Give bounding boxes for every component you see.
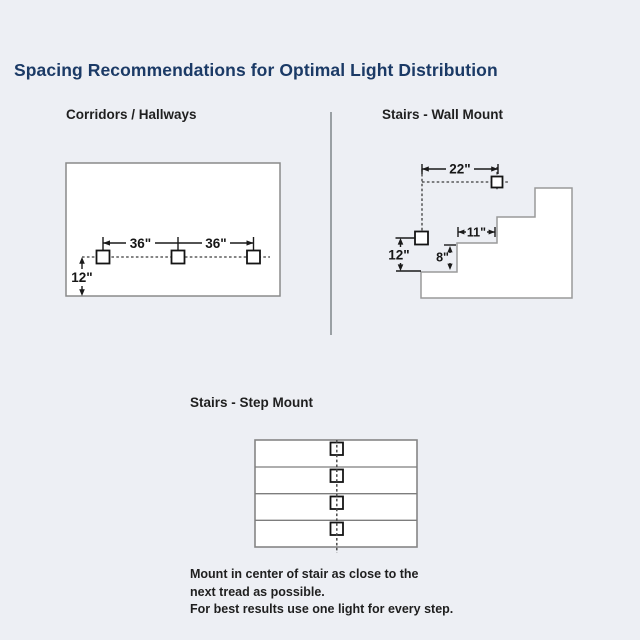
wall-dimension-11: [458, 226, 495, 240]
stairs-wall-mount-diagram: [380, 160, 590, 310]
section-heading-stairs-wall-mount: Stairs - Wall Mount: [382, 107, 503, 122]
section-heading-stairs-step-mount: Stairs - Step Mount: [190, 395, 314, 410]
wall-dimension-8: [436, 245, 456, 270]
section-heading-corridors: Corridors / Hallways: [66, 107, 197, 122]
corridor-wall: [66, 163, 280, 296]
corridor-diagram: [60, 158, 290, 308]
note-line: Mount in center of stair as close to the: [190, 567, 419, 581]
dimension-label-36-right: 36": [205, 236, 227, 251]
light-fixture: [331, 497, 344, 510]
dimension-label-12-wall: 12": [388, 247, 410, 263]
dimension-label-36-left: 36": [129, 236, 152, 251]
light-fixture: [172, 251, 185, 264]
light-fixture: [492, 177, 503, 188]
page-title: Spacing Recommendations for Optimal Light Distribution: [14, 60, 498, 80]
wall-dimension-22: [422, 162, 498, 177]
light-fixture: [247, 251, 260, 264]
dimension-label-8: 8": [436, 250, 449, 265]
note-line: For best results use one light for every step.: [190, 602, 454, 616]
dimension-label-11: 11": [466, 225, 487, 240]
light-fixture: [331, 443, 344, 456]
dimension-label-12-corridor: 12": [71, 270, 93, 285]
light-fixture: [415, 232, 428, 245]
staircase-profile: [421, 188, 572, 298]
section-divider: [330, 112, 332, 335]
mounting-note: [190, 566, 453, 619]
stairs-step-mount-diagram: [248, 432, 428, 562]
note-line: next tread as possible.: [190, 584, 325, 599]
dimension-label-22: 22": [449, 161, 471, 177]
light-fixture: [97, 251, 110, 264]
